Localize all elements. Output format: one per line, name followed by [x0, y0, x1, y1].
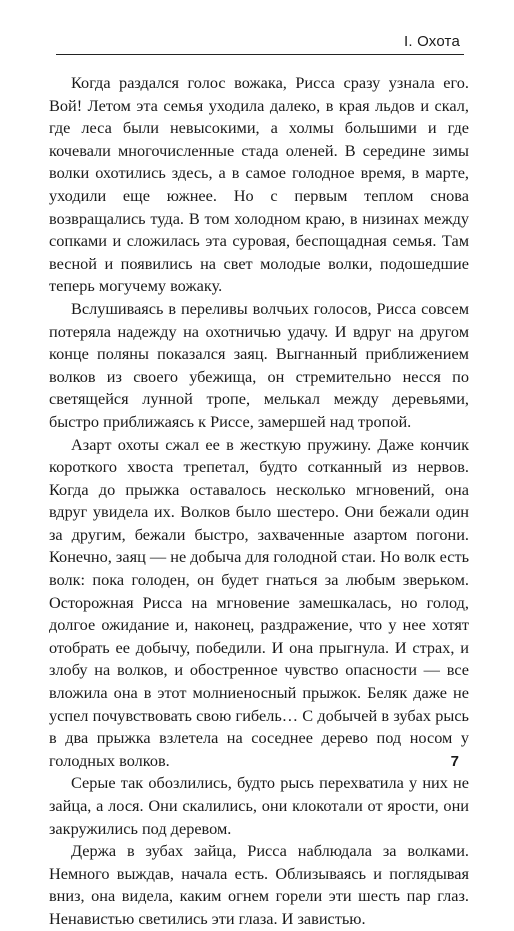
chapter-running-head: I. Охота	[404, 33, 460, 50]
paragraph: Вслушиваясь в переливы волчьих голосов, Рисса совсем потеряла надежду на охотничью удачу. И вдруг на другом конце поляны показался заяц. Выгнанный приближением волков из своего убежища, он стремительно несся по светящейся лунной тропе, мелькал между деревьями, быстро приближаясь к Риссе, замершей над тропой.	[49, 298, 469, 431]
paragraph: Держа в зубах зайца, Рисса наблюдала за волками. Немного выждав, начала есть. Облизываясь и поглядывая вниз, она видела, каким огнем горели эти шесть пар глаз. Ненавистью светились эти глаза. И завистью.	[49, 841, 469, 928]
paragraph: Азарт охоты сжал ее в жесткую пружину. Даже кончик короткого хвоста трепетал, будто сотканный из нервов. Когда до прыжка оставалось несколько мгновений, она вдруг увидела их. Волков было шестеро. Они бежали один за другим, бежали быстро, захваченные азартом погони. Конечно, заяц — не добыча для голодной стаи. Но волк есть волк: пока голоден, он будет гнаться за любым зверьком. Осторожная Рисса на мгновение замешкалась, но голод, долгое ожидание и, наконец, раздражение, что у нее хотят отобрать ее добычу, победили. И она прыгнула. И страх, и злобу на волков, и обостренное чувство опасности — все вложила она в этот молниеносный прыжок. Беляк даже не успел почувствовать свою гибель… С добычей в зубах рысь в два прыжка взлетела на соседнее дерево под носом у голодных волков.	[49, 434, 469, 770]
body-text	[49, 72, 469, 931]
paragraph: Серые так обозлились, будто рысь перехватила у них не зайца, а лося. Они скалились, они клокотали от ярости, они закружились под деревом.	[49, 773, 469, 838]
header-rule	[56, 54, 464, 55]
paragraph: Когда раздался голос вожака, Рисса сразу узнала его. Вой! Летом эта семья уходила далеко, в края льдов и скал, где леса были невысокими, а холмы большими и где кочевали многочисленные стада оленей. В середине зимы волки охотились здесь, а в самое голодное время, в марте, уходили еще южнее. Но с первым теплом снова возвращались туда. В том холодном краю, в низинах между сопками и сложилась эта суровая, беспощадная семья. Там весной и появились на свет молодые волки, подошедшие теперь могучему вожаку.	[49, 73, 469, 296]
page-number: 7	[450, 753, 459, 770]
